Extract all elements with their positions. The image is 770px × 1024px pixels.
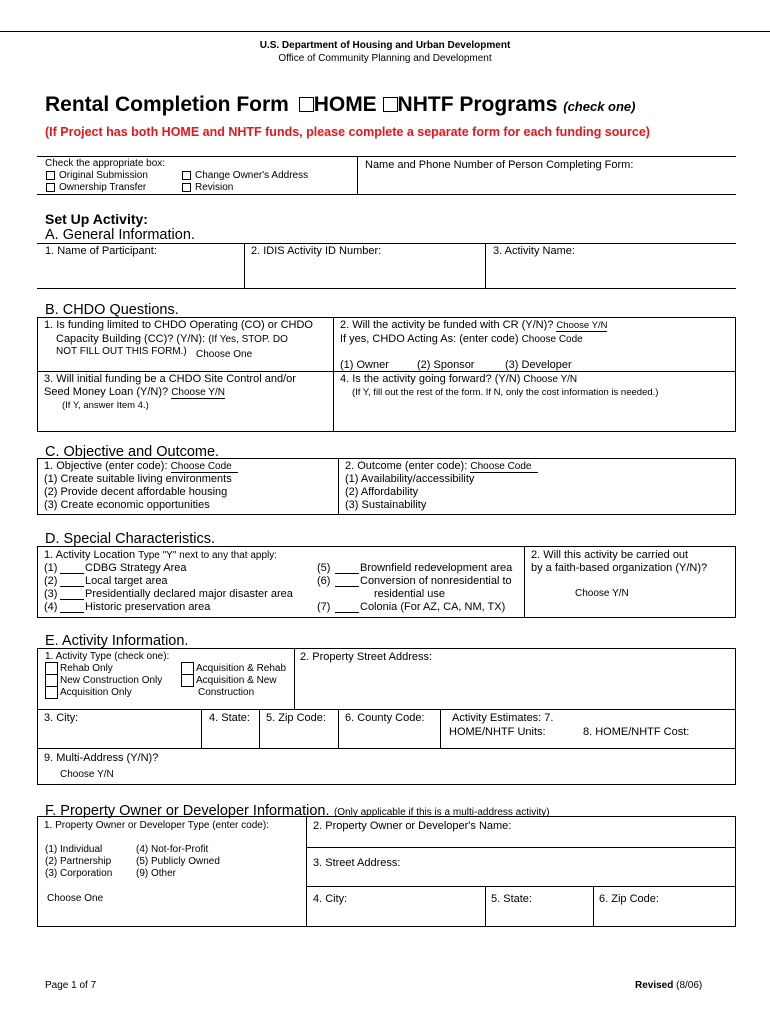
- chdo-q1-line2a: Capacity Building (CC)? (Y/N):: [56, 333, 206, 345]
- owner-type-1: (1) Individual: [45, 844, 103, 855]
- form-title-main: Rental Completion Form: [45, 93, 289, 116]
- activity-location-note: Type "Y" next to any that apply:: [138, 550, 278, 561]
- outcome-choose[interactable]: Choose Code: [470, 462, 537, 473]
- top-box-divider: [357, 156, 358, 194]
- top-rule: [0, 31, 770, 32]
- change-address-checkbox[interactable]: [182, 171, 191, 180]
- ownership-transfer-checkbox[interactable]: [46, 183, 55, 192]
- loc-6-label: Conversion of nonresidential to: [360, 575, 512, 587]
- outcome-option-3: (3) Sustainability: [345, 499, 427, 511]
- multi-address-label: 9. Multi-Address (Y/N)?: [44, 752, 159, 764]
- chdo-q4-line1: [340, 374, 577, 385]
- original-submission-checkbox[interactable]: [46, 171, 55, 180]
- property-street-label: 2. Property Street Address:: [300, 651, 433, 663]
- chdo-acting-as-label: If yes, CHDO Acting As: (enter code): [340, 333, 519, 345]
- chdo-q1-line2: [56, 334, 288, 345]
- owner-name-label: 2. Property Owner or Developer's Name:: [313, 820, 512, 832]
- chdo-developer-option: (3) Developer: [505, 359, 572, 371]
- idis-id-label: 2. IDIS Activity ID Number:: [251, 245, 382, 257]
- owner-zip-label: 6. Zip Code:: [599, 893, 659, 905]
- section-a-divider-2: [485, 243, 486, 288]
- section-f-divider-zip: [593, 886, 594, 927]
- property-city-label: 3. City:: [44, 712, 79, 724]
- activity-location-text: 1. Activity Location: [44, 549, 136, 561]
- chdo-q3-line1: 3. Will initial funding be a CHDO Site Control and/or: [44, 373, 296, 385]
- chdo-q3-choose[interactable]: Choose Y/N: [171, 387, 225, 398]
- faith-based-line2: by a faith-based organization (Y/N)?: [531, 562, 708, 574]
- chdo-q3-text: Seed Money Loan (Y/N)?: [44, 386, 169, 398]
- original-submission-label: Original Submission: [59, 170, 148, 181]
- activity-name-label: 3. Activity Name:: [493, 245, 575, 257]
- acquisition-only-checkbox[interactable]: [45, 686, 58, 699]
- section-a-rule-top: [37, 243, 736, 244]
- chdo-q4-text: 4. Is the activity going forward? (Y/N): [340, 373, 521, 385]
- revised-label: Revised: [635, 980, 674, 991]
- activity-type-label: 1. Activity Type (check one):: [45, 651, 170, 662]
- chdo-q2-choose[interactable]: Choose Y/N: [556, 320, 608, 331]
- owner-type-3: (3) Corporation: [45, 868, 113, 879]
- loc-3-num: (3): [44, 588, 58, 600]
- loc-6-num: (6): [317, 575, 331, 587]
- chdo-acting-as-choose[interactable]: Choose Code: [521, 334, 583, 345]
- activity-location-label: [44, 550, 277, 561]
- acq-new-checkbox[interactable]: [181, 674, 194, 687]
- chdo-owner-option: (1) Owner: [340, 359, 389, 371]
- rehab-only-label: Rehab Only: [60, 663, 113, 674]
- section-e-divider-zip: [338, 709, 339, 748]
- nhtf-label: NHTF Programs: [397, 93, 558, 116]
- owner-type-5: (5) Publicly Owned: [136, 856, 220, 867]
- office-name: Office of Community Planning and Development: [278, 53, 492, 64]
- section-c-heading: C. Objective and Outcome.: [45, 444, 220, 460]
- owner-type-2: (2) Partnership: [45, 856, 112, 867]
- county-code-label: 6. County Code:: [345, 712, 425, 724]
- section-d-divider: [524, 546, 525, 618]
- loc-4-blank[interactable]: [60, 612, 84, 613]
- chdo-q1-choose[interactable]: Choose One: [196, 349, 253, 360]
- owner-type-4: (4) Not-for-Profit: [136, 844, 209, 855]
- loc-7-blank[interactable]: [335, 612, 359, 613]
- acq-new-label-cont: Construction: [198, 687, 255, 698]
- revision-checkbox[interactable]: [182, 183, 191, 192]
- owner-type-9: (9) Other: [136, 868, 177, 879]
- objective-choose[interactable]: Choose Code: [171, 462, 238, 473]
- owner-type-label: 1. Property Owner or Developer Type (enter code):: [44, 820, 269, 831]
- owner-state-label: 5. State:: [491, 893, 532, 905]
- loc-2-label: Local target area: [85, 575, 168, 587]
- acq-rehab-label: Acquisition & Rehab: [196, 663, 287, 674]
- section-f-title: F. Property Owner or Developer Information.: [45, 803, 330, 819]
- objective-option-2: (2) Provide decent affordable housing: [44, 486, 228, 498]
- section-f-rule-2: [306, 886, 736, 887]
- loc-2-num: (2): [44, 575, 58, 587]
- loc-5-blank[interactable]: [335, 573, 359, 574]
- chdo-q4-note: (If Y, fill out the rest of the form. If N, only the cost information is needed.): [352, 387, 659, 398]
- section-e-divider-state: [259, 709, 260, 748]
- faith-based-choose[interactable]: Choose Y/N: [575, 588, 629, 599]
- outcome-label: [345, 461, 538, 473]
- objective-option-3: (3) Create economic opportunities: [44, 499, 210, 511]
- revised-date: (8/06): [676, 980, 703, 991]
- home-label: HOME: [313, 93, 377, 116]
- form-title: [45, 94, 635, 115]
- section-e-rule-2: [37, 748, 736, 749]
- acquisition-only-label: Acquisition Only: [60, 687, 132, 698]
- new-construction-label: New Construction Only: [60, 675, 163, 686]
- home-nhtf-cost-label: 8. HOME/NHTF Cost:: [583, 726, 690, 738]
- loc-3-blank[interactable]: [60, 599, 84, 600]
- section-b-heading: B. CHDO Questions.: [45, 302, 179, 318]
- chdo-q1-line3: NOT FILL OUT THIS FORM.): [56, 346, 187, 357]
- revision-label: Revision: [195, 182, 234, 193]
- loc-5-num: (5): [317, 562, 331, 574]
- section-d-heading: D. Special Characteristics.: [45, 531, 216, 547]
- check-box-label: Check the appropriate box:: [45, 158, 166, 169]
- loc-4-label: Historic preservation area: [85, 601, 211, 613]
- loc-2-blank[interactable]: [60, 586, 84, 587]
- faith-based-line1: 2. Will this activity be carried out: [531, 549, 689, 561]
- participant-name-label: 1. Name of Participant:: [45, 245, 157, 257]
- section-a-heading: A. General Information.: [45, 227, 195, 243]
- loc-6-blank[interactable]: [335, 586, 359, 587]
- setup-heading: Set Up Activity:: [45, 211, 148, 227]
- change-address-label: Change Owner's Address: [195, 170, 309, 181]
- section-b-divider: [333, 317, 334, 432]
- outcome-option-1: (1) Availability/accessibility: [345, 473, 475, 485]
- section-f-divider-state: [485, 886, 486, 927]
- loc-7-num: (7): [317, 601, 331, 613]
- home-checkbox[interactable]: [299, 97, 314, 112]
- multi-address-choose[interactable]: Choose Y/N: [60, 769, 114, 780]
- loc-6-label-cont: residential use: [374, 588, 445, 600]
- section-c-divider: [338, 458, 339, 515]
- chdo-q1-stop-note: (If Yes, STOP. DO: [208, 334, 288, 345]
- acq-new-label: Acquisition & New: [196, 675, 277, 686]
- owner-city-label: 4. City:: [313, 893, 348, 905]
- chdo-q3-note: (If Y, answer Item 4.): [62, 400, 149, 411]
- chdo-q1-line1: 1. Is funding limited to CHDO Operating (CO) or CHDO: [44, 319, 313, 331]
- top-box-rule-top: [37, 156, 736, 157]
- section-f-note: (Only applicable if this is a multi-address activity): [333, 807, 550, 818]
- revised-note: [635, 981, 702, 991]
- chdo-sponsor-option: (2) Sponsor: [417, 359, 475, 371]
- loc-4-num: (4): [44, 601, 58, 613]
- section-e-divider-city: [201, 709, 202, 748]
- page-number: Page 1 of 7: [45, 980, 97, 991]
- form-subtitle: (If Project has both HOME and NHTF funds, please complete a separate form for each funding source): [45, 125, 650, 139]
- chdo-q3-line2: [44, 387, 225, 399]
- loc-1-blank[interactable]: [60, 573, 84, 574]
- objective-option-1: (1) Create suitable living environments: [44, 473, 232, 485]
- section-f-divider: [306, 816, 307, 927]
- section-e-rule-1: [37, 709, 736, 710]
- section-a-rule-bottom: [37, 288, 736, 289]
- check-one-note: (check one): [563, 99, 636, 114]
- owner-type-choose[interactable]: Choose One: [47, 893, 104, 904]
- loc-5-label: Brownfield redevelopment area: [360, 562, 513, 574]
- loc-7-label: Colonia (For AZ, CA, NM, TX): [360, 601, 506, 613]
- chdo-q2-line2: [340, 334, 583, 345]
- chdo-q2-line1: [340, 320, 607, 332]
- chdo-q2-text: 2. Will the activity be funded with CR (Y/N)?: [340, 319, 554, 331]
- owner-street-label: 3. Street Address:: [313, 857, 401, 869]
- section-b-mid-rule: [37, 371, 736, 372]
- name-phone-label: Name and Phone Number of Person Completing Form:: [365, 159, 634, 171]
- loc-1-label: CDBG Strategy Area: [85, 562, 187, 574]
- outcome-text: 2. Outcome (enter code):: [345, 460, 468, 472]
- section-a-divider-1: [244, 243, 245, 288]
- section-e-divider-top: [294, 648, 295, 709]
- objective-label: [44, 461, 238, 473]
- section-e-divider-county: [440, 709, 441, 748]
- agency-name: U.S. Department of Housing and Urban Development: [259, 40, 511, 51]
- top-box-rule-bottom: [37, 194, 736, 195]
- objective-text: 1. Objective (enter code):: [44, 460, 168, 472]
- home-nhtf-units-label: HOME/NHTF Units:: [449, 726, 546, 738]
- nhtf-checkbox[interactable]: [383, 97, 398, 112]
- outcome-option-2: (2) Affordability: [345, 486, 419, 498]
- section-f-rule-1: [306, 847, 736, 848]
- activity-estimates-label: Activity Estimates: 7.: [452, 712, 554, 724]
- loc-1-num: (1): [44, 562, 58, 574]
- property-state-label: 4. State:: [209, 712, 250, 724]
- property-zip-label: 5. Zip Code:: [266, 712, 326, 724]
- chdo-q4-choose[interactable]: Choose Y/N: [523, 374, 578, 385]
- loc-3-label: Presidentially declared major disaster area: [85, 588, 293, 600]
- section-e-heading: E. Activity Information.: [45, 633, 189, 649]
- ownership-transfer-label: Ownership Transfer: [59, 182, 147, 193]
